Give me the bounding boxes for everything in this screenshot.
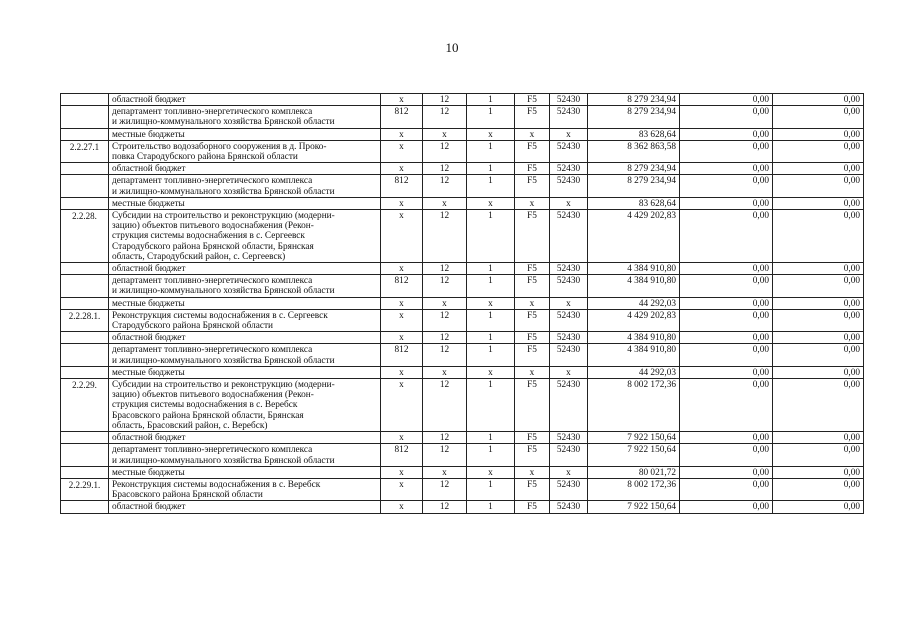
cell-rz: 12 xyxy=(423,501,467,513)
name-line: струкция системы водоснабжения в с. Сергеевск xyxy=(112,231,305,242)
cell-name xyxy=(109,263,381,275)
cell-amount-y2: 0,00 xyxy=(680,344,773,366)
cell-amount-y1: 8 002 172,36 xyxy=(588,478,680,500)
cell-rz: х xyxy=(423,297,467,309)
cell-code xyxy=(61,332,109,344)
cell-rz: 12 xyxy=(423,379,467,432)
cell-cs2: х xyxy=(550,366,588,378)
cell-name xyxy=(109,344,381,366)
cell-amount-y1: 7 922 150,64 xyxy=(588,432,680,444)
cell-cs1: F5 xyxy=(515,432,550,444)
cell-pr: 1 xyxy=(467,106,515,128)
cell-amount-y3: 0,00 xyxy=(773,466,864,478)
cell-pr: х xyxy=(467,466,515,478)
cell-cs1: F5 xyxy=(515,263,550,275)
name-line: Реконструкция системы водоснабжения в с. Веребск xyxy=(112,479,321,490)
cell-cs2: х xyxy=(550,128,588,140)
cell-amount-y3: 0,00 xyxy=(773,309,864,331)
cell-pr: х xyxy=(467,128,515,140)
cell-code: 2.2.28.1. xyxy=(61,309,109,331)
cell-cs2: 52430 xyxy=(550,444,588,466)
cell-code xyxy=(61,444,109,466)
cell-rz: 12 xyxy=(423,210,467,263)
table-row xyxy=(61,263,864,275)
cell-amount-y2: 0,00 xyxy=(680,94,773,106)
cell-cs1: F5 xyxy=(515,140,550,162)
cell-pr: 1 xyxy=(467,344,515,366)
cell-rz: 12 xyxy=(423,263,467,275)
cell-gr: х xyxy=(381,432,423,444)
cell-amount-y3: 0,00 xyxy=(773,210,864,263)
name-line: Субсидии на строительство и реконструкцию (модерни- xyxy=(112,380,335,391)
cell-cs1: F5 xyxy=(515,94,550,106)
cell-pr: х xyxy=(467,297,515,309)
cell-cs2: х xyxy=(550,197,588,209)
cell-code xyxy=(61,106,109,128)
page-number: 10 xyxy=(445,40,459,55)
cell-code xyxy=(61,366,109,378)
budget-table xyxy=(60,93,864,514)
cell-code xyxy=(61,297,109,309)
cell-code xyxy=(61,466,109,478)
cell-cs1: х xyxy=(515,366,550,378)
cell-amount-y2: 0,00 xyxy=(680,366,773,378)
cell-pr: 1 xyxy=(467,163,515,175)
cell-cs2: 52430 xyxy=(550,210,588,263)
name-line: область, Брасовский район, с. Веребск) xyxy=(112,420,268,431)
cell-code: 2.2.28. xyxy=(61,210,109,263)
cell-code xyxy=(61,432,109,444)
name-line: областной бюджет xyxy=(112,164,186,175)
cell-name xyxy=(109,106,381,128)
cell-amount-y3: 0,00 xyxy=(773,297,864,309)
name-line: зацию) объектов питьевого водоснабжения (Рекон- xyxy=(112,390,314,401)
cell-rz: х xyxy=(423,366,467,378)
name-line: Брасовского района Брянской области, Брянская xyxy=(112,410,304,421)
table-row xyxy=(61,106,864,128)
cell-gr: х xyxy=(381,210,423,263)
cell-code: 2.2.29.1. xyxy=(61,478,109,500)
cell-gr: 812 xyxy=(381,106,423,128)
cell-rz: 12 xyxy=(423,444,467,466)
cell-pr: 1 xyxy=(467,94,515,106)
cell-rz: х xyxy=(423,197,467,209)
name-line: Субсидии на строительство и реконструкцию (модерни- xyxy=(112,211,335,222)
cell-gr: 812 xyxy=(381,175,423,197)
cell-name xyxy=(109,501,381,513)
cell-pr: 1 xyxy=(467,309,515,331)
cell-gr: х xyxy=(381,379,423,432)
cell-pr: 1 xyxy=(467,140,515,162)
cell-amount-y2: 0,00 xyxy=(680,444,773,466)
cell-amount-y1: 4 429 202,83 xyxy=(588,210,680,263)
name-line: и жилищно-коммунального хозяйства Брянской области xyxy=(112,186,335,197)
cell-gr: 812 xyxy=(381,275,423,297)
cell-amount-y3: 0,00 xyxy=(773,94,864,106)
cell-cs2: 52430 xyxy=(550,94,588,106)
cell-amount-y1: 8 362 863,58 xyxy=(588,140,680,162)
cell-amount-y1: 7 922 150,64 xyxy=(588,444,680,466)
name-line: областной бюджет xyxy=(112,502,186,513)
cell-gr: х xyxy=(381,197,423,209)
cell-cs1: х xyxy=(515,128,550,140)
cell-amount-y2: 0,00 xyxy=(680,140,773,162)
cell-name xyxy=(109,379,381,432)
cell-rz: 12 xyxy=(423,106,467,128)
table-row xyxy=(61,501,864,513)
cell-amount-y1: 8 279 234,94 xyxy=(588,175,680,197)
name-line: и жилищно-коммунального хозяйства Брянской области xyxy=(112,286,335,297)
name-line: департамент топливно-энергетического комплекса xyxy=(112,345,313,356)
cell-amount-y1: 4 429 202,83 xyxy=(588,309,680,331)
cell-name xyxy=(109,175,381,197)
cell-amount-y3: 0,00 xyxy=(773,366,864,378)
cell-pr: 1 xyxy=(467,379,515,432)
table-row xyxy=(61,332,864,344)
cell-amount-y2: 0,00 xyxy=(680,275,773,297)
cell-cs2: 52430 xyxy=(550,478,588,500)
cell-amount-y3: 0,00 xyxy=(773,263,864,275)
name-line: и жилищно-коммунального хозяйства Брянской области xyxy=(112,455,335,466)
cell-amount-y3: 0,00 xyxy=(773,432,864,444)
cell-gr: х xyxy=(381,466,423,478)
cell-amount-y1: 4 384 910,80 xyxy=(588,344,680,366)
cell-cs1: х xyxy=(515,197,550,209)
cell-cs1: F5 xyxy=(515,478,550,500)
table-row xyxy=(61,163,864,175)
cell-amount-y1: 4 384 910,80 xyxy=(588,263,680,275)
cell-name xyxy=(109,332,381,344)
cell-cs2: 52430 xyxy=(550,175,588,197)
cell-name xyxy=(109,275,381,297)
cell-amount-y2: 0,00 xyxy=(680,163,773,175)
cell-name xyxy=(109,210,381,263)
name-line: и жилищно-коммунального хозяйства Брянской области xyxy=(112,117,335,128)
cell-cs2: 52430 xyxy=(550,379,588,432)
name-line: департамент топливно-энергетического комплекса xyxy=(112,276,313,287)
name-line: струкция системы водоснабжения в с. Веребск xyxy=(112,400,298,411)
cell-amount-y2: 0,00 xyxy=(680,263,773,275)
cell-rz: 12 xyxy=(423,94,467,106)
cell-name xyxy=(109,163,381,175)
cell-rz: 12 xyxy=(423,332,467,344)
cell-name xyxy=(109,466,381,478)
cell-amount-y2: 0,00 xyxy=(680,501,773,513)
name-line: Строительство водозаборного сооружения в д. Проко- xyxy=(112,141,327,152)
table-row xyxy=(61,275,864,297)
cell-amount-y3: 0,00 xyxy=(773,332,864,344)
cell-amount-y2: 0,00 xyxy=(680,128,773,140)
cell-pr: х xyxy=(467,366,515,378)
table-row xyxy=(61,478,864,500)
cell-name xyxy=(109,128,381,140)
table-row xyxy=(61,309,864,331)
table-row xyxy=(61,466,864,478)
table-row xyxy=(61,94,864,106)
cell-code xyxy=(61,163,109,175)
table-row xyxy=(61,444,864,466)
cell-cs2: 52430 xyxy=(550,309,588,331)
cell-code xyxy=(61,128,109,140)
cell-code xyxy=(61,344,109,366)
cell-gr: х xyxy=(381,140,423,162)
name-line: областной бюджет xyxy=(112,264,186,275)
cell-gr: 812 xyxy=(381,444,423,466)
name-line: Брасовского района Брянской области xyxy=(112,490,263,501)
cell-amount-y2: 0,00 xyxy=(680,106,773,128)
name-line: местные бюджеты xyxy=(112,198,185,209)
table-row xyxy=(61,128,864,140)
cell-amount-y2: 0,00 xyxy=(680,210,773,263)
name-line: Стародубского района Брянской области xyxy=(112,321,274,332)
cell-amount-y1: 7 922 150,64 xyxy=(588,501,680,513)
name-line: область, Стародубский район, с. Сергеевск) xyxy=(112,251,286,262)
cell-pr: 1 xyxy=(467,275,515,297)
cell-cs2: 52430 xyxy=(550,263,588,275)
cell-name xyxy=(109,309,381,331)
cell-gr: х xyxy=(381,128,423,140)
cell-amount-y3: 0,00 xyxy=(773,379,864,432)
cell-pr: 1 xyxy=(467,263,515,275)
cell-amount-y3: 0,00 xyxy=(773,344,864,366)
cell-rz: х xyxy=(423,466,467,478)
cell-code xyxy=(61,175,109,197)
name-line: областной бюджет xyxy=(112,95,186,105)
cell-rz: 12 xyxy=(423,432,467,444)
cell-amount-y2: 0,00 xyxy=(680,466,773,478)
table-row xyxy=(61,366,864,378)
cell-rz: х xyxy=(423,128,467,140)
cell-cs1: F5 xyxy=(515,163,550,175)
cell-amount-y3: 0,00 xyxy=(773,501,864,513)
table-row xyxy=(61,210,864,263)
cell-gr: 812 xyxy=(381,344,423,366)
name-line: местные бюджеты xyxy=(112,467,185,478)
cell-cs1: х xyxy=(515,297,550,309)
cell-name xyxy=(109,432,381,444)
cell-cs1: F5 xyxy=(515,379,550,432)
cell-rz: 12 xyxy=(423,140,467,162)
cell-code: 2.2.27.1 xyxy=(61,140,109,162)
cell-cs2: 52430 xyxy=(550,344,588,366)
name-line: и жилищно-коммунального хозяйства Брянской области xyxy=(112,355,335,366)
cell-rz: 12 xyxy=(423,163,467,175)
cell-name xyxy=(109,140,381,162)
cell-code: 2.2.29. xyxy=(61,379,109,432)
cell-amount-y3: 0,00 xyxy=(773,197,864,209)
cell-pr: 1 xyxy=(467,501,515,513)
cell-amount-y2: 0,00 xyxy=(680,175,773,197)
cell-cs2: 52430 xyxy=(550,501,588,513)
cell-amount-y1: 80 021,72 xyxy=(588,466,680,478)
cell-cs1: F5 xyxy=(515,444,550,466)
cell-amount-y2: 0,00 xyxy=(680,197,773,209)
cell-amount-y2: 0,00 xyxy=(680,332,773,344)
cell-rz: 12 xyxy=(423,175,467,197)
cell-amount-y3: 0,00 xyxy=(773,163,864,175)
cell-amount-y3: 0,00 xyxy=(773,444,864,466)
table-row xyxy=(61,379,864,432)
table-row xyxy=(61,140,864,162)
cell-cs1: F5 xyxy=(515,106,550,128)
table-row xyxy=(61,197,864,209)
cell-code xyxy=(61,197,109,209)
name-line: областной бюджет xyxy=(112,433,186,444)
cell-gr: х xyxy=(381,332,423,344)
cell-cs2: х xyxy=(550,466,588,478)
cell-code xyxy=(61,501,109,513)
cell-name xyxy=(109,366,381,378)
table-body xyxy=(61,94,864,514)
cell-amount-y3: 0,00 xyxy=(773,106,864,128)
cell-name xyxy=(109,444,381,466)
cell-cs2: 52430 xyxy=(550,275,588,297)
name-line: департамент топливно-энергетического комплекса xyxy=(112,176,313,187)
cell-cs1: F5 xyxy=(515,210,550,263)
cell-amount-y3: 0,00 xyxy=(773,175,864,197)
cell-amount-y2: 0,00 xyxy=(680,379,773,432)
cell-amount-y1: 44 292,03 xyxy=(588,366,680,378)
cell-gr: х xyxy=(381,478,423,500)
cell-cs2: 52430 xyxy=(550,163,588,175)
cell-cs2: х xyxy=(550,297,588,309)
name-line: местные бюджеты xyxy=(112,367,185,378)
cell-amount-y1: 8 279 234,94 xyxy=(588,106,680,128)
cell-pr: 1 xyxy=(467,175,515,197)
cell-code xyxy=(61,275,109,297)
cell-amount-y2: 0,00 xyxy=(680,478,773,500)
table-row xyxy=(61,344,864,366)
cell-pr: 1 xyxy=(467,444,515,466)
cell-amount-y2: 0,00 xyxy=(680,297,773,309)
cell-amount-y1: 8 002 172,36 xyxy=(588,379,680,432)
table-row xyxy=(61,175,864,197)
cell-amount-y1: 83 628,64 xyxy=(588,197,680,209)
cell-cs2: 52430 xyxy=(550,332,588,344)
cell-cs1: F5 xyxy=(515,309,550,331)
name-line: Реконструкция системы водоснабжения в с. Сергеевск xyxy=(112,310,328,321)
cell-pr: 1 xyxy=(467,332,515,344)
cell-cs1: F5 xyxy=(515,344,550,366)
cell-rz: 12 xyxy=(423,478,467,500)
name-line: местные бюджеты xyxy=(112,129,185,140)
cell-name xyxy=(109,197,381,209)
cell-code xyxy=(61,263,109,275)
name-line: повка Стародубского района Брянской области xyxy=(112,152,298,163)
cell-gr: х xyxy=(381,263,423,275)
cell-amount-y1: 83 628,64 xyxy=(588,128,680,140)
cell-gr: х xyxy=(381,366,423,378)
cell-cs2: 52430 xyxy=(550,432,588,444)
cell-amount-y3: 0,00 xyxy=(773,275,864,297)
cell-rz: 12 xyxy=(423,275,467,297)
cell-rz: 12 xyxy=(423,309,467,331)
cell-name xyxy=(109,478,381,500)
cell-pr: 1 xyxy=(467,478,515,500)
cell-pr: 1 xyxy=(467,210,515,263)
cell-pr: 1 xyxy=(467,432,515,444)
cell-amount-y3: 0,00 xyxy=(773,140,864,162)
name-line: местные бюджеты xyxy=(112,298,185,309)
cell-name xyxy=(109,94,381,106)
cell-cs1: F5 xyxy=(515,175,550,197)
cell-amount-y1: 4 384 910,80 xyxy=(588,275,680,297)
cell-gr: х xyxy=(381,501,423,513)
name-line: зацию) объектов питьевого водоснабжения (Рекон- xyxy=(112,221,314,232)
cell-cs2: 52430 xyxy=(550,106,588,128)
cell-cs1: F5 xyxy=(515,501,550,513)
cell-cs1: F5 xyxy=(515,275,550,297)
cell-cs1: F5 xyxy=(515,332,550,344)
table-row xyxy=(61,297,864,309)
cell-pr: х xyxy=(467,197,515,209)
cell-cs1: х xyxy=(515,466,550,478)
cell-gr: х xyxy=(381,309,423,331)
cell-gr: х xyxy=(381,297,423,309)
cell-cs2: 52430 xyxy=(550,140,588,162)
cell-amount-y2: 0,00 xyxy=(680,309,773,331)
name-line: департамент топливно-энергетического комплекса xyxy=(112,445,313,456)
cell-gr: х xyxy=(381,94,423,106)
cell-name xyxy=(109,297,381,309)
cell-amount-y1: 8 279 234,94 xyxy=(588,94,680,106)
cell-amount-y1: 44 292,03 xyxy=(588,297,680,309)
cell-amount-y2: 0,00 xyxy=(680,432,773,444)
name-line: областной бюджет xyxy=(112,333,186,344)
name-line: департамент топливно-энергетического комплекса xyxy=(112,107,313,118)
cell-gr: х xyxy=(381,163,423,175)
table-row xyxy=(61,432,864,444)
cell-rz: 12 xyxy=(423,344,467,366)
cell-amount-y3: 0,00 xyxy=(773,128,864,140)
cell-code xyxy=(61,94,109,106)
cell-amount-y3: 0,00 xyxy=(773,478,864,500)
cell-amount-y1: 8 279 234,94 xyxy=(588,163,680,175)
name-line: Стародубского района Брянской области, Брянская xyxy=(112,241,314,252)
cell-amount-y1: 4 384 910,80 xyxy=(588,332,680,344)
